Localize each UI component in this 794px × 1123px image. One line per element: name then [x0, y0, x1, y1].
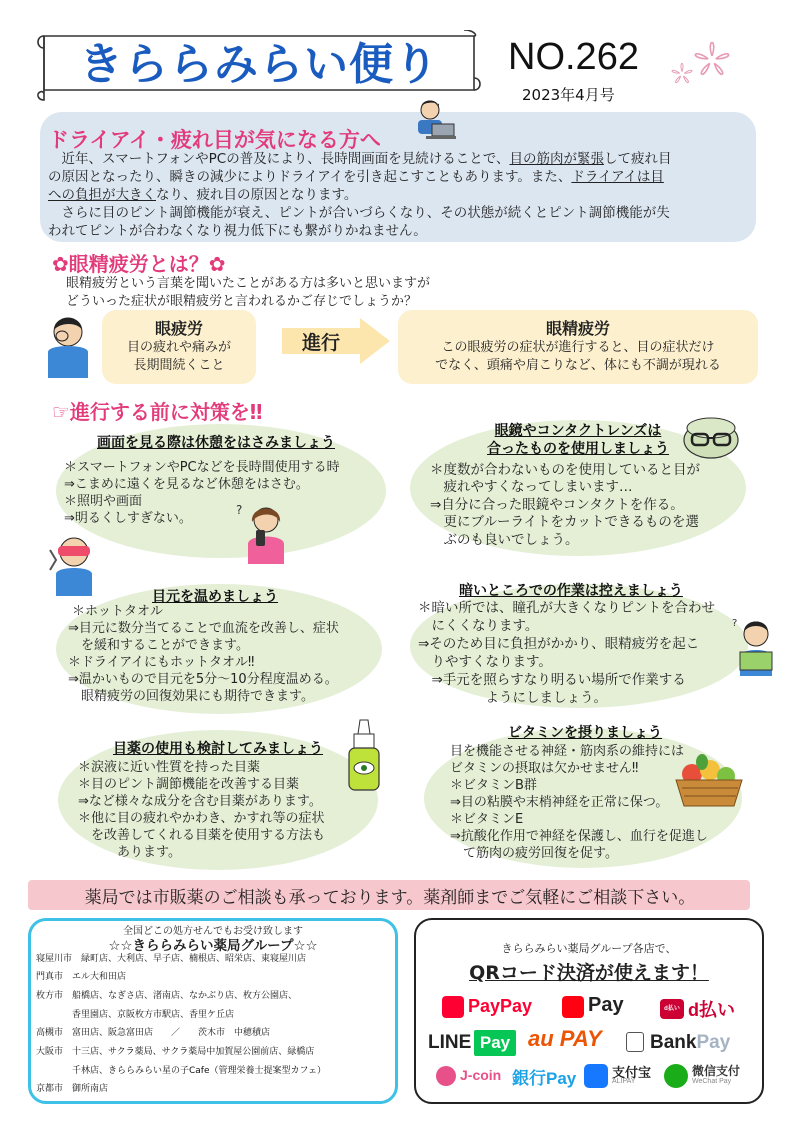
merpay-logo-icon	[562, 996, 584, 1018]
eye-fatigue-text: 眼精疲労という言葉を聞いたことがある方は多いと思いますが	[66, 276, 431, 291]
paypay-label: PayPay	[468, 996, 533, 1016]
linepay-line-label: LINE	[428, 1032, 472, 1053]
tip-text: ⇒こまめに遠くを見るなど休憩をはさむ。	[64, 477, 309, 492]
newsletter-title: きららみらい便り	[79, 39, 439, 90]
tip-text: ＊照明や画面	[64, 494, 143, 509]
store-list-line: 高槻市 富田店、阪急富田店 ／ 茨木市 中穂積店	[36, 1028, 271, 1038]
store-list-line: 枚方市 船橋店、なぎさ店、渚南店、なかぶり店、枚方公園店、	[36, 991, 298, 1001]
svg-text:?: ?	[236, 503, 243, 517]
intro-text: の原因となったり、瞬きの減少によりドライアイを引き起こすこともあります。また、	[48, 169, 572, 185]
eye-drops-bottle-icon	[346, 718, 382, 792]
dpay-badge-icon: d払い	[660, 999, 684, 1019]
intro-text: なり、疲れ目の原因となります。	[156, 187, 358, 203]
merpay-label: Pay	[588, 994, 624, 1016]
tip-text: ⇒手元を照らすなり明るい場所で作業する	[418, 672, 686, 688]
tip-text: ようにしましょう。	[418, 690, 607, 706]
tip-text: ＊暗い所では、瞳孔が大きくなりピントを合わせ	[418, 600, 715, 616]
smartphone-user-icon	[232, 500, 294, 564]
measures-heading: ☞進行する前に対策を‼	[52, 400, 263, 424]
bankpay-bank-label: Bank	[650, 1032, 697, 1053]
tip-text: ＊度数が合わないものを使用していると目が	[430, 462, 700, 478]
tip-text: ＊目のピント調節機能を改善する目薬	[78, 777, 300, 792]
eye-fatigue-text: どういった症状が眼精疲労と言われるかご存じでしょうか？	[66, 294, 418, 309]
jcoin-label: J-coin	[460, 1067, 502, 1083]
aupay-label: au PAY	[528, 1026, 602, 1051]
store-list-line: 京都市 御所南店	[36, 1084, 109, 1094]
progress-arrow-label: 進行	[302, 332, 341, 354]
tip-text: ＊ビタミンE	[450, 812, 524, 827]
tip-text: ＊他に目の疲れやかわき、かすれ等の症状	[78, 811, 325, 826]
store-list-line: 寝屋川市 緑町店、大利店、早子店、楠根店、昭栄店、東寝屋川店	[36, 954, 307, 964]
rubbing-eyes-person-icon	[40, 312, 96, 380]
qr-payment-intro: きららみらい薬局グループ各店で、	[501, 942, 677, 955]
intro-text: して疲れ目	[603, 151, 672, 167]
intro-underline-dryeye: ドライアイは目	[571, 169, 664, 185]
intro-text: われてピントが合わなくなり視力低下にも繋がりかねません。	[48, 223, 427, 239]
wechat-sub-label: WeChat Pay	[692, 1078, 732, 1085]
tip-title-breaks: 画面を見る際は休憩をはさみましょう	[97, 435, 335, 451]
glasses-case-icon	[682, 414, 740, 460]
asthenopia-title: 眼精疲労	[545, 319, 610, 338]
intro-text: さらに目のピント調節機能が衰え、ピントが合いづらくなり、その状態が続くとピント調節機能が失	[48, 205, 670, 221]
tip-title-vitamins: ビタミンを摂りましょう	[508, 725, 662, 741]
tip-text: を緩和することができます。	[68, 638, 249, 653]
paypay-logo-icon	[442, 996, 464, 1018]
tip-text: を改善してくれる目薬を使用する方法も	[78, 828, 326, 843]
tip-text: ＊涙液に近い性質を持った目薬	[78, 760, 261, 775]
tip-text: ⇒自分に合った眼鏡やコンタクトを作る。	[430, 497, 684, 513]
eye-fatigue-heading: ✿眼精疲労とは？✿	[52, 252, 226, 276]
reading-person-icon	[732, 616, 778, 676]
asthenopia-text: この眼疲労の症状が進行すると、目の症状だけ	[441, 340, 715, 355]
tip-text: 疲れやすくなってしまいます…	[430, 479, 633, 495]
ginkopay-label: 銀行Pay	[512, 1069, 577, 1088]
tip-text: ⇒温かいもので目元を5分～10分程度温める。	[68, 672, 338, 687]
eye-strain-box	[102, 310, 256, 384]
tip-text: ⇒など様々な成分を含む目薬があります。	[78, 794, 322, 809]
tip-text: ⇒抗酸化作用で神経を保護し、血行を促進し	[450, 829, 708, 844]
store-group-name: ☆☆きららみらい薬局グループ☆☆	[108, 938, 318, 954]
tip-title-glasses: 眼鏡やコンタクトレンズは	[494, 423, 662, 439]
tip-text: 更にブルーライトをカットできるものを選	[430, 514, 699, 530]
wechat-label: 微信支付	[692, 1064, 741, 1078]
dpay-label: d払い	[688, 1000, 735, 1020]
wechat-logo-icon	[664, 1064, 688, 1088]
tip-text: 目を機能させる神経・筋肉系の維持には	[450, 744, 685, 759]
store-list-line: 香里園店、京阪枚方市駅店、香里ケ丘店	[36, 1010, 235, 1020]
tip-text: 眼精疲労の回復効果にも期待できます。	[68, 689, 314, 704]
tip-title-glasses: 合ったものを使用しましょう	[487, 441, 669, 457]
tip-text: ⇒そのため目に負担がかかり、眼精疲労を起こ	[418, 636, 700, 652]
tip-text: ぶのも良いでしょう。	[430, 532, 579, 548]
tip-text: ＊ホットタオル	[72, 604, 164, 619]
otc-notice-text: 薬局では市販薬のご相談も承っております。薬剤師までご気軽にご相談下さい。	[84, 888, 696, 908]
tip-title-dark: 暗いところでの作業は控えましょう	[459, 583, 683, 599]
linepay-pay-label: Pay	[474, 1030, 516, 1056]
bankpay-logo-icon	[626, 1032, 644, 1052]
jcoin-logo-icon	[436, 1066, 456, 1086]
alipay-sub-label: ALIPAY	[612, 1078, 636, 1085]
eye-strain-text: 目の疲れや痛みが	[126, 340, 231, 355]
eye-strain-title: 眼疲労	[154, 319, 203, 338]
issue-date: 2023年4月号	[522, 86, 615, 104]
tip-text: て筋肉の疲労回復を促す。	[450, 846, 618, 861]
tip-text: ⇒目の粘膜や末梢神経を正常に保つ。	[450, 795, 669, 810]
intro-text: 近年、スマートフォンやPCの普及により、長時間画面を見続けることで、	[48, 151, 510, 167]
eye-strain-text: 長期間続くこと	[133, 358, 225, 373]
fruit-vegetable-basket-icon	[672, 752, 746, 808]
alipay-logo-icon	[584, 1064, 608, 1088]
tip-title-warm: 目元を温めましょう	[152, 589, 278, 605]
tip-text: ⇒目元に数分当てることで血流を改善し、症状	[68, 621, 339, 636]
tip-text: ビタミンの摂取は欠かせません‼	[450, 761, 639, 776]
tip-text: あります。	[78, 845, 181, 860]
tip-text: にくくなります。	[418, 618, 539, 634]
asthenopia-box	[398, 310, 758, 384]
asthenopia-text: でなく、頭痛や肩こりなど、体にも不調が現れる	[435, 358, 721, 373]
svg-text:?: ?	[732, 618, 738, 629]
tip-text: ＊スマートフォンやPCなどを長時間使用する時	[64, 460, 340, 475]
alipay-label: 支付宝	[612, 1065, 652, 1080]
intro-heading: ドライアイ・疲れ目が気になる方へ	[48, 128, 381, 152]
store-list-line: 門真市 エル大和田店	[36, 972, 127, 982]
intro-underline-muscle: 目の筋肉が緊張	[509, 151, 604, 167]
store-list-line: 千林店、きららみらい星の子Cafe（管理栄養士提案型カフェ）	[36, 1066, 327, 1076]
tip-text: ＊ドライアイにもホットタオル‼	[68, 655, 255, 670]
hot-towel-person-icon	[46, 530, 102, 596]
qr-payment-headline: QRコード決済が使えます！	[469, 962, 709, 984]
tip-text: ＊ビタミンB群	[450, 778, 537, 793]
sakura-flower-icon	[664, 34, 750, 94]
issue-number: NO.262	[508, 36, 639, 78]
bankpay-pay-label: Pay	[696, 1032, 731, 1053]
tip-text: りやすくなります。	[418, 654, 552, 670]
store-list-line: 大阪市 十三店、サクラ薬局、サクラ薬局中加賀屋公園前店、緑橋店	[36, 1047, 315, 1057]
store-list-intro: 全国どこの処方せんでもお受け致します	[123, 926, 303, 937]
person-at-laptop-icon	[408, 98, 456, 140]
tip-title-eyedrops: 目薬の使用も検討してみましょう	[113, 741, 323, 757]
tip-text: ⇒明るくしすぎない。	[64, 511, 192, 526]
intro-underline-burden: への負担が大きく	[48, 187, 156, 203]
